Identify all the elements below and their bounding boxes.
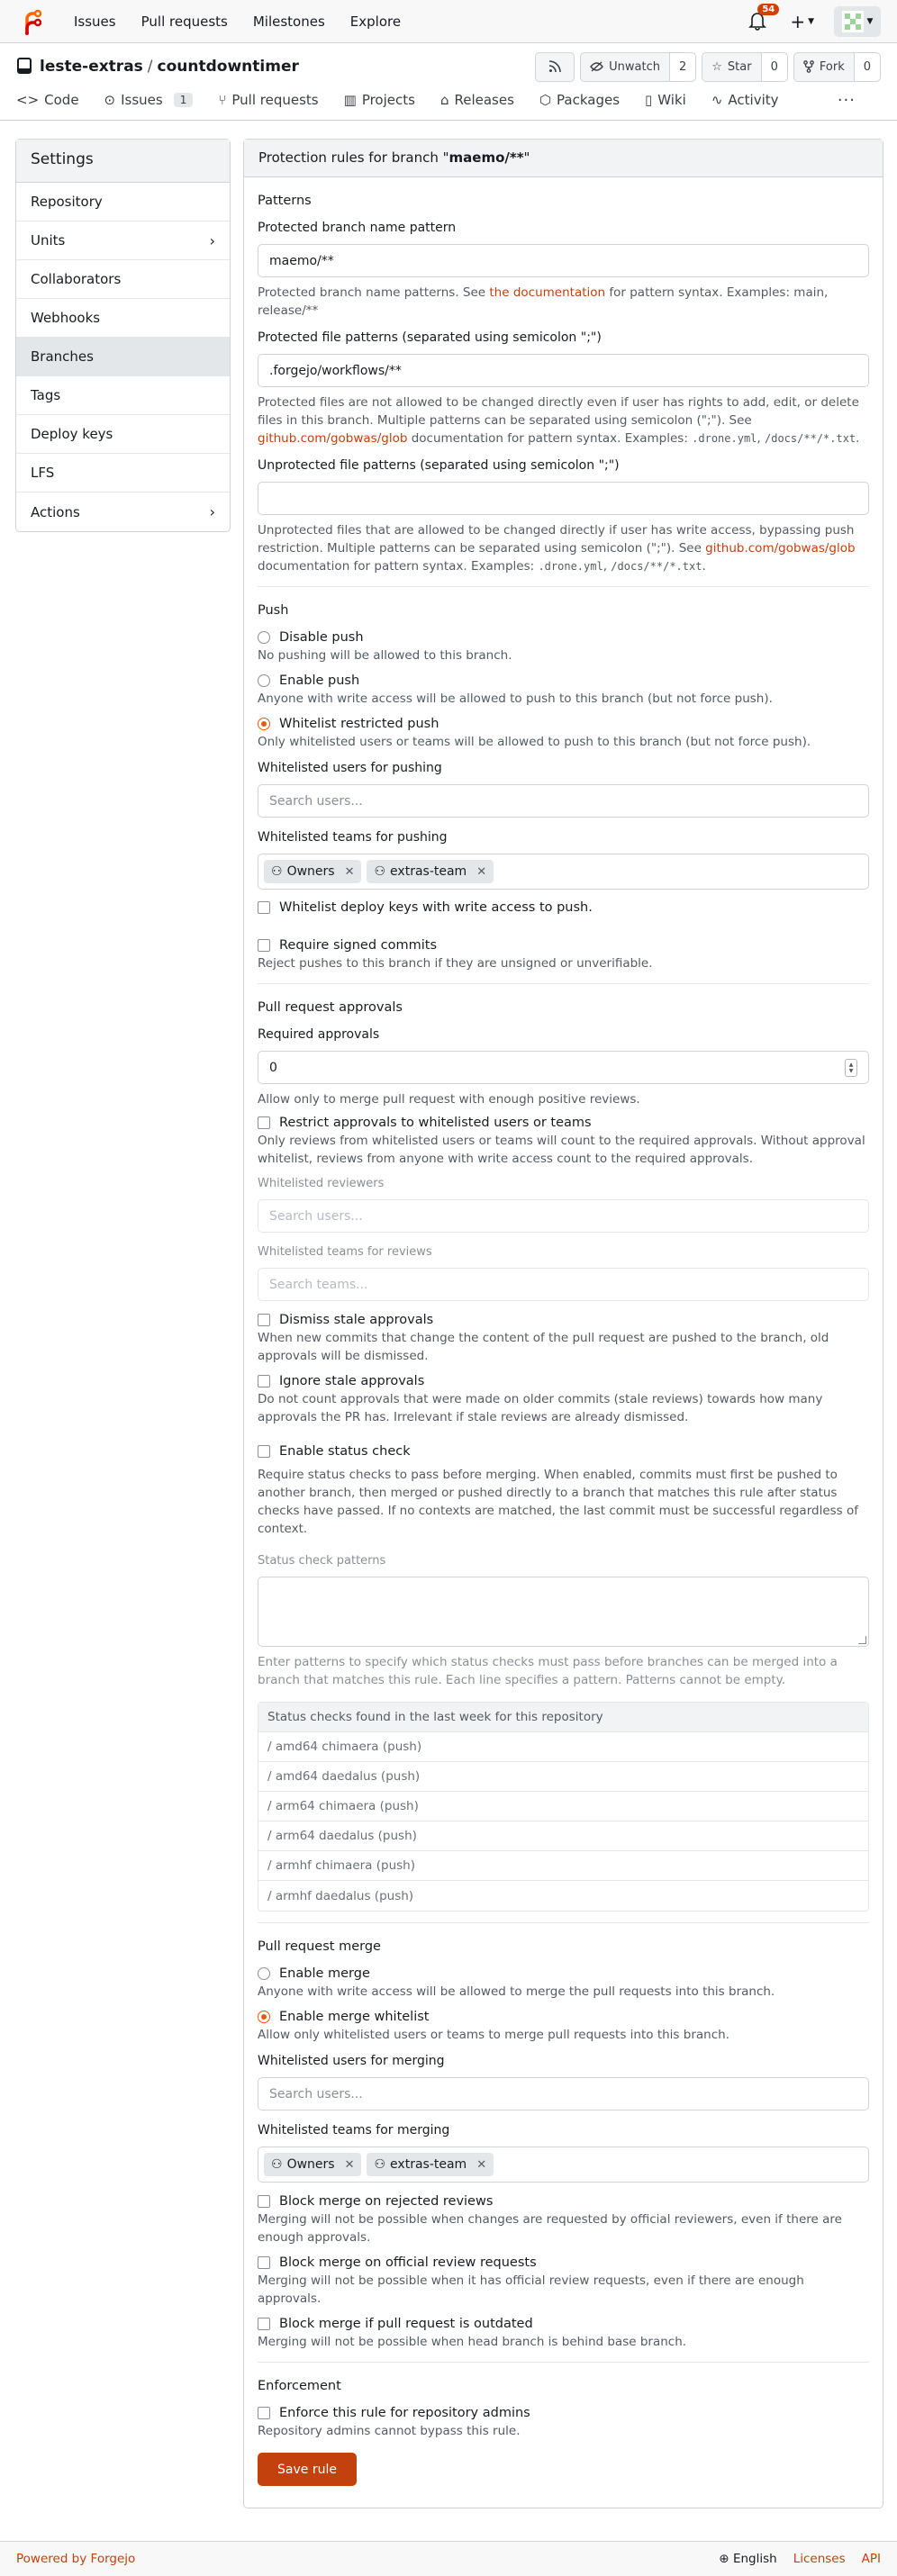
nav-milestones[interactable]: Milestones bbox=[252, 13, 325, 30]
signed-commits-checkbox[interactable] bbox=[258, 939, 270, 952]
rss-feed-button[interactable] bbox=[535, 52, 575, 82]
tag-icon: ⌂ bbox=[439, 92, 449, 108]
repo-owner-link[interactable]: leste-extras bbox=[40, 58, 143, 76]
required-approvals-value: 0 bbox=[269, 1060, 277, 1075]
repo-tabs bbox=[0, 90, 897, 121]
merge-users-search-input[interactable] bbox=[258, 2077, 869, 2111]
tab-pulls-label: Pull requests bbox=[231, 92, 319, 108]
remove-chip-icon[interactable]: ✕ bbox=[344, 2157, 355, 2172]
block-official-option[interactable] bbox=[258, 2255, 869, 2270]
protected-files-value: .forgejo/workflows/** bbox=[269, 363, 402, 378]
enforce-admins-help: Repository admins cannot bypass this rule. bbox=[258, 2424, 521, 2438]
whitelist-push-option[interactable] bbox=[258, 717, 869, 731]
sidebar-title: Settings bbox=[16, 140, 230, 183]
book-icon: ▯ bbox=[645, 92, 653, 108]
sidebar-item-label: Branches bbox=[31, 348, 94, 365]
divider bbox=[258, 983, 869, 984]
enforcement-section-title: Enforcement bbox=[258, 2379, 341, 2393]
help-text: . bbox=[856, 431, 860, 446]
review-teams-label: Whitelisted teams for reviews bbox=[258, 1245, 432, 1259]
team-chip bbox=[367, 2153, 494, 2176]
tab-issues[interactable] bbox=[104, 90, 194, 110]
tab-wiki-label: Wiki bbox=[657, 92, 686, 108]
help-text: . bbox=[702, 559, 706, 574]
placeholder: Search users... bbox=[269, 1208, 363, 1224]
merge-teams-label: Whitelisted teams for merging bbox=[258, 2123, 450, 2138]
dismiss-stale-option[interactable] bbox=[258, 1313, 869, 1327]
merge-section-title: Pull request merge bbox=[258, 1939, 381, 1954]
code-example: .drone.yml bbox=[692, 432, 757, 445]
remove-chip-icon[interactable]: ✕ bbox=[344, 864, 355, 879]
status-check-row: / armhf daedalus (push) bbox=[267, 1888, 414, 1903]
repo-title-separator: / bbox=[147, 58, 153, 76]
status-check-row: / arm64 chimaera (push) bbox=[258, 1792, 868, 1821]
tab-projects[interactable] bbox=[344, 90, 415, 110]
powered-by-link[interactable]: Powered by Forgejo bbox=[16, 2552, 136, 2566]
unwatch-button[interactable] bbox=[580, 52, 696, 82]
page-footer bbox=[0, 2541, 897, 2576]
sidebar-item-label: Collaborators bbox=[31, 271, 122, 287]
merge-whitelist-label: Enable merge whitelist bbox=[279, 2010, 430, 2024]
push-teams-label: Whitelisted teams for pushing bbox=[258, 830, 448, 845]
sidebar-item-units[interactable] bbox=[16, 221, 230, 260]
user-menu-dropdown[interactable] bbox=[834, 6, 881, 37]
required-approvals-label: Required approvals bbox=[258, 1027, 380, 1042]
team-chip-label: extras-team bbox=[390, 864, 467, 879]
unwatch-label: Unwatch bbox=[609, 59, 660, 74]
sidebar-item-label: Webhooks bbox=[31, 310, 101, 326]
tab-pull-requests[interactable] bbox=[218, 90, 318, 110]
patterns-section-title: Patterns bbox=[258, 194, 312, 208]
sidebar-item-tags[interactable] bbox=[16, 376, 230, 415]
merge-users-label: Whitelisted users for merging bbox=[258, 2054, 445, 2068]
help-text: , bbox=[603, 559, 612, 574]
status-check-row: / armhf chimaera (push) bbox=[258, 1851, 868, 1881]
restrict-approvals-option[interactable] bbox=[258, 1116, 869, 1130]
sidebar-item-repository[interactable] bbox=[16, 183, 230, 221]
block-rejected-label: Block merge on rejected reviews bbox=[279, 2194, 494, 2209]
star-label: Star bbox=[727, 59, 752, 74]
unprotected-files-label: Unprotected file patterns (separated using semicolon ";") bbox=[258, 458, 620, 473]
notification-count-badge: 54 bbox=[757, 4, 779, 15]
remove-chip-icon[interactable]: ✕ bbox=[476, 864, 487, 879]
nav-explore[interactable]: Explore bbox=[349, 13, 402, 30]
tab-releases-label: Releases bbox=[454, 92, 514, 108]
page-body bbox=[0, 121, 897, 2493]
branch-pattern-label: Protected branch name pattern bbox=[258, 221, 457, 235]
status-check-help: Require status checks to pass before merging. When enabled, commits must first be pushed to another branch, then merged or pushed directly to a branch that matches this rule after status checks have passed. If no contexts are matched, the last commit must be successful regardless of context. bbox=[258, 1468, 859, 1536]
whitelist-push-help: Only whitelisted users or teams will be allowed to push to this branch (but not force push). bbox=[258, 735, 811, 749]
push-section-title: Push bbox=[258, 603, 289, 618]
issue-opened-icon: ⊙ bbox=[104, 92, 116, 108]
language-label: English bbox=[732, 2552, 777, 2566]
whitelist-push-label: Whitelist restricted push bbox=[279, 717, 439, 731]
pulse-icon: ∿ bbox=[711, 92, 723, 108]
people-icon: ⚇ bbox=[271, 864, 283, 879]
fork-button[interactable] bbox=[793, 52, 881, 82]
push-teams-select[interactable] bbox=[258, 854, 869, 890]
signed-commits-option[interactable] bbox=[258, 938, 869, 953]
issues-count-badge: 1 bbox=[174, 93, 194, 107]
required-approvals-input[interactable] bbox=[258, 1051, 869, 1084]
review-teams-search-input[interactable] bbox=[258, 1268, 869, 1301]
merge-whitelist-radio[interactable] bbox=[258, 2011, 270, 2023]
forgejo-logo-icon[interactable] bbox=[22, 0, 49, 43]
block-rejected-option[interactable] bbox=[258, 2194, 869, 2209]
globe-icon: ⊕ bbox=[719, 2552, 729, 2566]
star-icon: ☆ bbox=[711, 59, 722, 74]
status-check-row: / amd64 daedalus (push) bbox=[258, 1762, 868, 1792]
documentation-link[interactable]: the documentation bbox=[489, 285, 606, 300]
save-rule-button[interactable]: Save rule bbox=[258, 2453, 357, 2486]
block-outdated-help: Merging will not be possible when head branch is behind base branch. bbox=[258, 2335, 687, 2349]
sidebar-item-label: Repository bbox=[31, 194, 103, 210]
caret-down-icon: ▼ bbox=[866, 16, 874, 26]
title-prefix: Protection rules for branch " bbox=[258, 149, 449, 166]
deploy-keys-label: Whitelist deploy keys with write access to push. bbox=[279, 900, 593, 915]
status-check-row: / arm64 daedalus (push) bbox=[258, 1821, 868, 1851]
restrict-approvals-checkbox[interactable] bbox=[258, 1116, 270, 1129]
settings-sidebar bbox=[15, 139, 231, 532]
help-text: , bbox=[757, 431, 765, 446]
placeholder: Search teams... bbox=[269, 1277, 368, 1292]
project-icon: ▥ bbox=[343, 92, 357, 108]
status-check-label: Enable status check bbox=[279, 1444, 411, 1459]
licenses-link[interactable]: Licenses bbox=[793, 2552, 846, 2566]
status-patterns-help: Enter patterns to specify which status checks must pass before branches can be merged into a branch that matches this rule. Each line specifies a pattern. Patterns cannot be empty. bbox=[258, 1655, 838, 1687]
people-icon: ⚇ bbox=[271, 2157, 283, 2172]
ignore-stale-help: Do not count approvals that were made on older commits (stale reviews) towards how many approvals the PR has. Irrelevant if stale reviews are already dismissed. bbox=[258, 1392, 823, 1424]
sidebar-item-label: Units bbox=[31, 232, 66, 249]
push-users-search-input[interactable] bbox=[258, 784, 869, 818]
status-check-checkbox[interactable] bbox=[258, 1445, 270, 1458]
block-outdated-option[interactable] bbox=[258, 2317, 869, 2331]
code-icon: <> bbox=[16, 92, 40, 108]
block-outdated-label: Block merge if pull request is outdated bbox=[279, 2317, 533, 2331]
plus-icon: + bbox=[790, 10, 806, 32]
tab-packages-label: Packages bbox=[557, 92, 621, 108]
sidebar-item-deploy-keys[interactable] bbox=[16, 415, 230, 454]
code-example: /docs/**/*.txt bbox=[765, 432, 856, 445]
block-official-label: Block merge on official review requests bbox=[279, 2255, 537, 2270]
signed-commits-label: Require signed commits bbox=[279, 938, 438, 953]
placeholder: Search users... bbox=[269, 2086, 363, 2101]
team-chip-label: extras-team bbox=[390, 2157, 467, 2172]
tab-projects-label: Projects bbox=[361, 92, 415, 108]
help-text: Protected branch name patterns. See bbox=[258, 285, 490, 300]
sidebar-item-label: LFS bbox=[31, 465, 55, 481]
enable-merge-help: Anyone with write access will be allowed to merge the pull requests into this branch. bbox=[258, 1984, 775, 1999]
branch-pattern-input[interactable] bbox=[258, 244, 869, 277]
disable-push-radio[interactable] bbox=[258, 631, 270, 644]
api-link[interactable]: API bbox=[861, 2552, 881, 2566]
unprotected-files-input[interactable] bbox=[258, 482, 869, 515]
repo-name-link[interactable]: countdowntimer bbox=[157, 58, 299, 76]
stars-count[interactable]: 0 bbox=[761, 53, 787, 81]
branch-pattern-value: maemo/** bbox=[269, 253, 334, 268]
signed-commits-help: Reject pushes to this branch if they are unsigned or unverifiable. bbox=[258, 956, 653, 971]
branch-pattern-help bbox=[258, 284, 869, 320]
sidebar-item-lfs[interactable] bbox=[16, 454, 230, 493]
sidebar-item-label: Tags bbox=[31, 387, 61, 403]
deploy-keys-option[interactable] bbox=[258, 900, 869, 915]
placeholder: Search users... bbox=[269, 793, 363, 809]
enable-push-label: Enable push bbox=[279, 673, 360, 688]
reviewers-search-input[interactable] bbox=[258, 1199, 869, 1233]
forks-count[interactable]: 0 bbox=[854, 53, 880, 81]
remove-chip-icon[interactable]: ✕ bbox=[476, 2157, 487, 2172]
tab-packages[interactable] bbox=[539, 90, 620, 110]
enable-push-radio[interactable] bbox=[258, 674, 270, 687]
top-navbar bbox=[0, 0, 897, 43]
watchers-count[interactable]: 2 bbox=[669, 53, 695, 81]
tab-wiki[interactable] bbox=[645, 90, 686, 110]
approvals-section-title: Pull request approvals bbox=[258, 1000, 403, 1015]
disable-push-help: No pushing will be allowed to this branch. bbox=[258, 648, 512, 663]
restrict-approvals-help: Only reviews from whitelisted users or teams will count to the required approvals. Without approval whitelist, reviews from anyone with write access count to the required approvals. bbox=[258, 1134, 865, 1166]
team-chip-label: Owners bbox=[286, 2157, 335, 2172]
protected-files-label: Protected file patterns (separated using semicolon ";") bbox=[258, 330, 602, 345]
block-official-help: Merging will not be possible when it has official review requests, even if there are enough approvals. bbox=[258, 2273, 804, 2306]
divider bbox=[258, 2362, 869, 2363]
sidebar-item-webhooks[interactable] bbox=[16, 299, 230, 338]
protected-files-input[interactable] bbox=[258, 354, 869, 387]
pull-request-icon: ⑂ bbox=[218, 92, 227, 108]
people-icon: ⚇ bbox=[374, 864, 386, 879]
code-example: /docs/**/*.txt bbox=[611, 560, 702, 573]
caret-down-icon: ▼ bbox=[808, 16, 814, 26]
help-text: documentation for pattern syntax. Examples: bbox=[258, 559, 539, 574]
package-icon: ⬡ bbox=[539, 92, 552, 108]
team-chip bbox=[264, 2153, 361, 2176]
fork-label: Fork bbox=[819, 59, 845, 74]
help-text: documentation for pattern syntax. Examples: bbox=[407, 431, 693, 446]
status-patterns-label: Status check patterns bbox=[258, 1554, 386, 1568]
block-rejected-help: Merging will not be possible when changes are requested by official reviewers, even if there are enough approvals. bbox=[258, 2212, 842, 2245]
divider bbox=[258, 1922, 869, 1923]
disable-push-option[interactable] bbox=[258, 630, 869, 645]
create-new-dropdown[interactable] bbox=[790, 11, 814, 32]
title-branch: maemo/** bbox=[448, 149, 524, 166]
team-chip bbox=[367, 860, 494, 883]
notifications-button[interactable] bbox=[748, 4, 775, 32]
dismiss-stale-checkbox[interactable] bbox=[258, 1314, 270, 1326]
restrict-approvals-label: Restrict approvals to whitelisted users or teams bbox=[279, 1116, 592, 1130]
tab-code[interactable] bbox=[16, 90, 79, 110]
tab-issues-label: Issues bbox=[121, 92, 163, 108]
dismiss-stale-label: Dismiss stale approvals bbox=[279, 1313, 434, 1327]
people-icon: ⚇ bbox=[374, 2157, 386, 2172]
ignore-stale-label: Ignore stale approvals bbox=[279, 1374, 425, 1388]
enable-push-help: Anyone with write access will be allowed to push to this branch (but not force push). bbox=[258, 691, 773, 706]
ignore-stale-checkbox[interactable] bbox=[258, 1375, 270, 1387]
title-suffix: " bbox=[523, 149, 530, 166]
tab-code-label: Code bbox=[44, 92, 79, 108]
required-approvals-help: Allow only to merge pull request with enough positive reviews. bbox=[258, 1092, 640, 1107]
block-outdated-checkbox[interactable] bbox=[258, 2318, 270, 2330]
chevron-right-icon: › bbox=[209, 503, 215, 520]
ignore-stale-option[interactable] bbox=[258, 1374, 869, 1388]
nav-pull-requests[interactable]: Pull requests bbox=[140, 13, 228, 30]
eye-slash-icon bbox=[590, 61, 603, 72]
chevron-right-icon: › bbox=[209, 231, 215, 249]
help-text: for pattern syntax. Examples: main, release/** bbox=[258, 285, 829, 318]
whitelist-push-radio[interactable] bbox=[258, 718, 270, 730]
tab-activity-label: Activity bbox=[728, 92, 779, 108]
protected-files-help bbox=[258, 393, 869, 447]
language-selector[interactable] bbox=[719, 2552, 776, 2566]
glob-docs-link[interactable]: github.com/gobwas/glob bbox=[258, 431, 408, 446]
kebab-horizontal-icon: ··· bbox=[837, 90, 856, 110]
disable-push-label: Disable push bbox=[279, 630, 364, 645]
rss-icon bbox=[548, 60, 561, 73]
sidebar-item-actions[interactable] bbox=[16, 493, 230, 531]
tab-activity[interactable] bbox=[711, 90, 779, 110]
page-title bbox=[244, 140, 883, 177]
divider bbox=[258, 586, 869, 587]
block-official-checkbox[interactable] bbox=[258, 2256, 270, 2269]
enforce-admins-option[interactable] bbox=[258, 2406, 869, 2420]
status-checks-header: Status checks found in the last week for this repository bbox=[258, 1703, 868, 1732]
help-text: Unprotected files that are allowed to be changed directly if user has write access, bypassing push restriction. Multiple patterns can be separated using semicolon (";"). See bbox=[258, 523, 855, 556]
tab-releases[interactable] bbox=[440, 90, 514, 110]
enable-push-option[interactable] bbox=[258, 673, 869, 688]
status-check-option[interactable] bbox=[258, 1444, 869, 1459]
nav-issues[interactable]: Issues bbox=[74, 13, 116, 30]
glob-docs-link[interactable]: github.com/gobwas/glob bbox=[705, 541, 856, 556]
team-chip-label: Owners bbox=[286, 864, 335, 879]
sidebar-item-label: Deploy keys bbox=[31, 426, 113, 442]
merge-whitelist-help: Allow only whitelisted users or teams to merge pull requests into this branch. bbox=[258, 2028, 729, 2042]
enable-merge-label: Enable merge bbox=[279, 1966, 370, 1981]
status-patterns-textarea[interactable] bbox=[258, 1577, 869, 1647]
repo-icon bbox=[16, 58, 32, 76]
sidebar-item-collaborators[interactable] bbox=[16, 260, 230, 299]
enable-merge-option[interactable] bbox=[258, 1966, 869, 1981]
star-button[interactable] bbox=[702, 52, 788, 82]
merge-teams-select[interactable] bbox=[258, 2147, 869, 2183]
repo-header bbox=[0, 43, 897, 90]
enable-merge-radio[interactable] bbox=[258, 1967, 270, 1980]
enforce-admins-checkbox[interactable] bbox=[258, 2407, 270, 2419]
status-checks-table bbox=[258, 1702, 869, 1912]
fork-icon bbox=[803, 60, 814, 73]
code-example: .drone.yml bbox=[538, 560, 603, 573]
dismiss-stale-help: When new commits that change the content of the pull request are pushed to the branch, old approvals will be dismissed. bbox=[258, 1331, 829, 1363]
sidebar-item-label: Actions bbox=[31, 503, 80, 520]
deploy-keys-checkbox[interactable] bbox=[258, 901, 270, 914]
merge-whitelist-option[interactable] bbox=[258, 2010, 869, 2024]
avatar bbox=[842, 11, 864, 32]
more-tabs-button[interactable] bbox=[838, 90, 856, 110]
stepper-arrows-icon[interactable]: ▲ ▼ bbox=[845, 1059, 857, 1077]
reviewers-label: Whitelisted reviewers bbox=[258, 1177, 385, 1190]
sidebar-item-branches[interactable] bbox=[16, 338, 230, 376]
block-rejected-checkbox[interactable] bbox=[258, 2195, 270, 2208]
team-chip bbox=[264, 860, 361, 883]
repo-title bbox=[40, 58, 299, 76]
status-check-row: / amd64 chimaera (push) bbox=[258, 1732, 868, 1762]
push-users-label: Whitelisted users for pushing bbox=[258, 761, 442, 775]
help-text: Protected files are not allowed to be changed directly even if user has rights to add, edit, or delete files in this branch. Multiple patterns can be separated using semicolon (";"). See bbox=[258, 395, 859, 428]
protection-rules-form bbox=[243, 139, 883, 2508]
unprotected-files-help bbox=[258, 521, 869, 575]
enforce-admins-label: Enforce this rule for repository admins bbox=[279, 2406, 530, 2420]
